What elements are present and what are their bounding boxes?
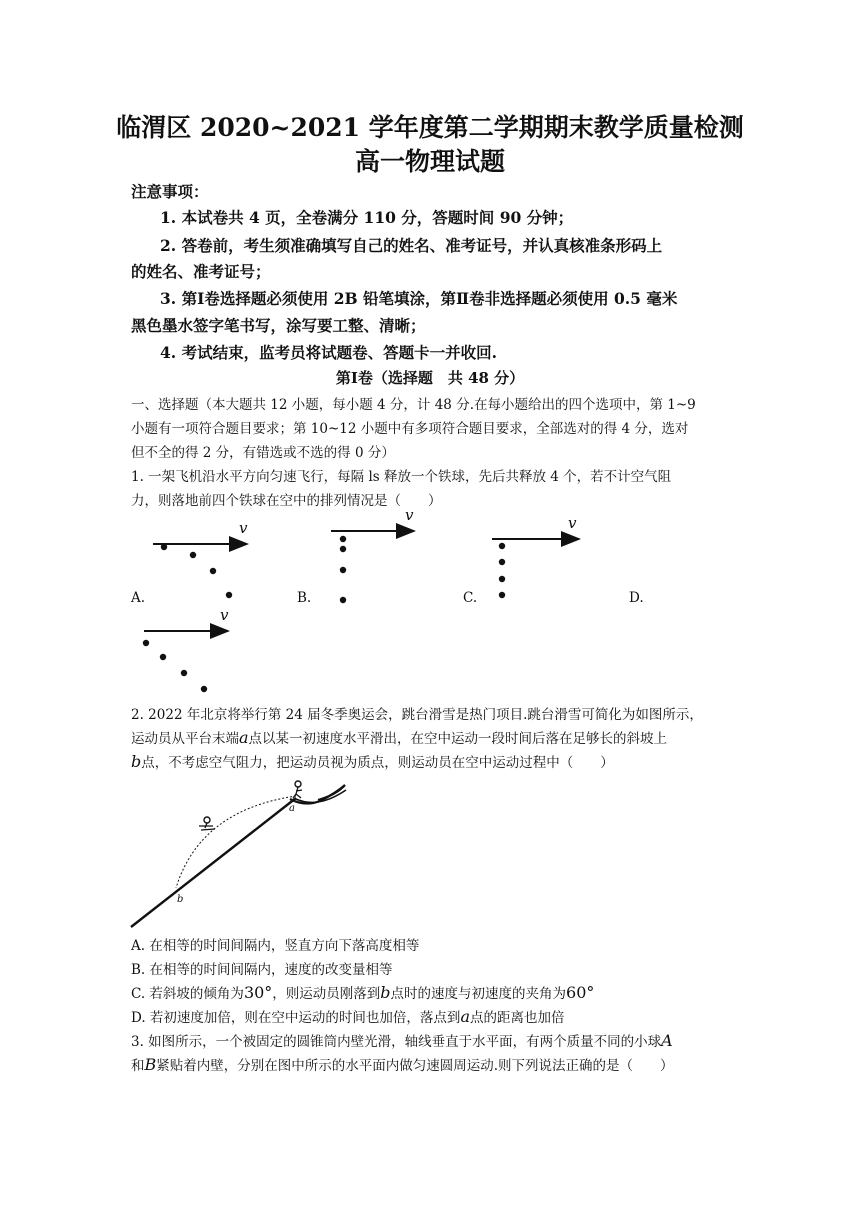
- q2-option-c: C. 若斜坡的倾角为30°，则运动员刚落到b点时的速度与初速度的夹角为60°: [131, 983, 595, 1002]
- q1-velocity-label-d: v: [220, 606, 229, 624]
- q1-stem-line-1: 1. 一架飞机沿水平方向匀速飞行，每隔 ls 释放一个铁球，先后共释放 4 个，若不计空气阻: [131, 469, 672, 485]
- notice-item-2-line-2: 的姓名、准考证号；: [131, 262, 271, 281]
- q1-option-d: D.: [629, 590, 644, 606]
- section-intro-line-2: 小题有一项符合题目要求；第 10~12 小题中有多项符合题目要求，全部选对的得 4 分，选对: [131, 421, 689, 437]
- q2-option-d: D. 若初速度加倍，则在空中运动的时间也加倍，落点到a点的距离也加倍: [131, 1007, 565, 1026]
- q2-option-a: A. 在相等的时间间隔内，竖直方向下落高度相等: [131, 938, 420, 954]
- q1-velocity-label-c: v: [568, 514, 577, 532]
- section-heading: 第Ⅰ卷（选择题 共 48 分）: [335, 369, 525, 387]
- q2-stem-line-2: 运动员从平台末端a点以某一初速度水平滑出，在空中运动一段时间后落在足够长的斜坡上: [131, 728, 668, 747]
- q3-stem-line-2: 和B紧贴着内壁，分别在图中所示的水平面内做匀速圆周运动.则下列说法正确的是（ ）: [131, 1055, 674, 1074]
- section-intro-line-1: 一、选择题（本大题共 12 小题，每小题 4 分，计 48 分.在每小题给出的四个选项中，第 1~9: [131, 397, 696, 413]
- q2-stem-line-1: 2. 2022 年北京将举行第 24 届冬季奥运会，跳台滑雪是热门项目.跳台滑雪可简化为如图所示，: [131, 707, 703, 723]
- page-title: 临渭区 2020~2021 学年度第二学期期末教学质量检测: [116, 113, 744, 142]
- q2-stem-line-3: b点，不考虑空气阻力，把运动员视为质点，则运动员在空中运动过程中（ ）: [131, 752, 614, 771]
- q3-stem-line-1: 3. 如图所示，一个被固定的圆锥筒内壁光滑，轴线垂直于水平面，有两个质量不同的小球A: [131, 1031, 673, 1050]
- q1-stem-line-2: 力，则落地前四个铁球在空中的排列情况是（ ）: [131, 493, 442, 509]
- q1-velocity-label-b: v: [405, 506, 414, 524]
- notice-item-4: 4. 考试结束，监考员将试题卷、答题卡一并收回.: [160, 343, 497, 362]
- notice-heading: 注意事项：: [131, 182, 209, 201]
- notice-item-3-line-1: 3. 第Ⅰ卷选择题必须使用 2B 铅笔填涂，第Ⅱ卷非选择题必须使用 0.5 毫米: [160, 289, 678, 308]
- q1-option-c: C.: [463, 590, 478, 606]
- q1-option-b: B.: [297, 590, 312, 606]
- q1-velocity-label-a: v: [239, 519, 248, 537]
- notice-item-2-line-1: 2. 答卷前，考生须准确填写自己的姓名、准考证号，并认真核准条形码上: [160, 236, 663, 255]
- q2-point-b-label: b: [177, 894, 184, 905]
- q1-option-a: A.: [131, 590, 146, 606]
- notice-item-3-line-2: 黑色墨水签字笔书写，涂写要工整、清晰；: [131, 316, 426, 335]
- q2-point-a-label: a: [289, 803, 295, 814]
- section-intro-line-3: 但不全的得 2 分，有错选或不选的得 0 分）: [131, 445, 395, 461]
- page-subtitle: 高一物理试题: [354, 147, 505, 176]
- q2-option-b: B. 在相等的时间间隔内，速度的改变量相等: [131, 962, 393, 978]
- notice-item-1: 1. 本试卷共 4 页，全卷满分 110 分，答题时间 90 分钟；: [160, 208, 574, 227]
